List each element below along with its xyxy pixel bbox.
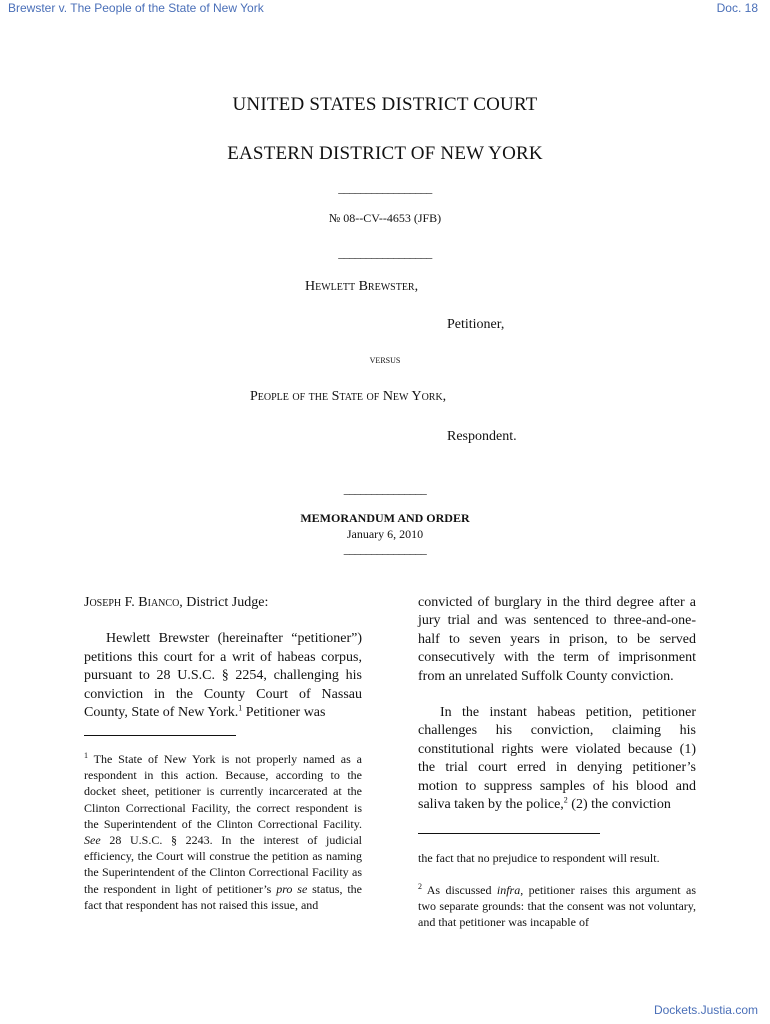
footnote-ref-2[interactable]: 2 [563, 795, 568, 805]
divider: _________________ [338, 181, 432, 195]
footnote-marker: 2 [418, 882, 422, 891]
footnote-text: As discussed [422, 883, 497, 897]
judge-line [84, 594, 362, 612]
document-date: January 6, 2010 [346, 527, 424, 541]
judge-title: , District Judge: [179, 595, 269, 610]
footnote-separator [84, 735, 236, 736]
footnote-text: , petitioner raises this argument as two separate grounds: that the consent was not voluntary, and that petitioner was incapable of [418, 883, 696, 930]
versus-label: versus [369, 352, 401, 366]
respondent-name: People of the State of New York, [250, 389, 447, 404]
petitioner-name: Hewlett Brewster, [305, 279, 419, 294]
footnote-text: 28 U.S.C. § 2243. In the interest of judicial efficiency, the Court will construe the petition as naming the Superintendent of the Clinton Correctional Facility as the respondent in light of petitioner’s [84, 833, 362, 896]
judge-name: Joseph F. Bianco [84, 595, 180, 610]
petitioner-role: Petitioner, [447, 317, 505, 332]
right-column [418, 594, 696, 814]
divider: _______________ [343, 542, 427, 556]
intro-tail: Petitioner was [242, 705, 326, 721]
divider: _______________ [343, 482, 427, 496]
court-district: EASTERN DISTRICT OF NEW YORK [227, 143, 543, 164]
footnote-term: pro se [276, 881, 308, 896]
divider: _________________ [338, 246, 432, 260]
left-column [84, 594, 362, 722]
intro-paragraph [84, 630, 362, 722]
footnote-1-continued [418, 850, 696, 866]
paragraph-text: In the instant habeas petition, petitioner challenges his conviction, claiming his constitutional rights were violated because (1) the trial court erred in denying petitioner’s motion to suppress samples of his blood and saliva taken by the police, [418, 705, 696, 813]
document-title: MEMORANDUM AND ORDER [300, 511, 470, 525]
footnote-1 [84, 751, 362, 913]
respondent-role: Respondent. [447, 429, 517, 444]
footnote-signal: See [84, 833, 101, 848]
docket-number: № 08--CV--4653 (JFB) [328, 211, 442, 225]
footnote-separator [418, 833, 600, 834]
footnote-marker: 1 [84, 751, 88, 760]
footnote-2 [418, 882, 696, 931]
justia-link[interactable]: Dockets.Justia.com [653, 1003, 758, 1017]
intro-text: Hewlett Brewster (hereinafter “petitioner”) petitions this court for a writ of habeas corpus, pursuant to 28 U.S.C. § 2254, challenging his conviction in the County Court of Nassau County, State of New York. [84, 631, 362, 721]
paragraph-tail: (2) the conviction [567, 797, 671, 813]
case-title-link[interactable]: Brewster v. The People of the State of New York [8, 1, 264, 15]
doc-number-link[interactable]: Doc. 18 [716, 1, 758, 15]
footnote-text: status, the fact that respondent has not raised this issue, and [84, 881, 362, 912]
footnote-term: infra [496, 883, 521, 897]
footnote-text: the fact that no prejudice to respondent will result. [418, 851, 660, 865]
court-name: UNITED STATES DISTRICT COURT [232, 94, 538, 115]
footnote-text: The State of New York is not properly named as a respondent in this action. Because, according to the docket sheet, petitioner is currently incarcerated at the Clinton Correctional Facility, the correct respondent is the Superintendent of the Clinton Correctional Facility. [84, 752, 362, 831]
body-paragraph: convicted of burglary in the third degree after a jury trial and was sentenced to three-and-one-half to seven years in prison, to be served consecutively with the term of imprisonment from an unrelated Suffolk County conviction. [418, 595, 696, 684]
footnote-ref-1[interactable]: 1 [238, 703, 243, 713]
body-paragraph [418, 704, 696, 814]
